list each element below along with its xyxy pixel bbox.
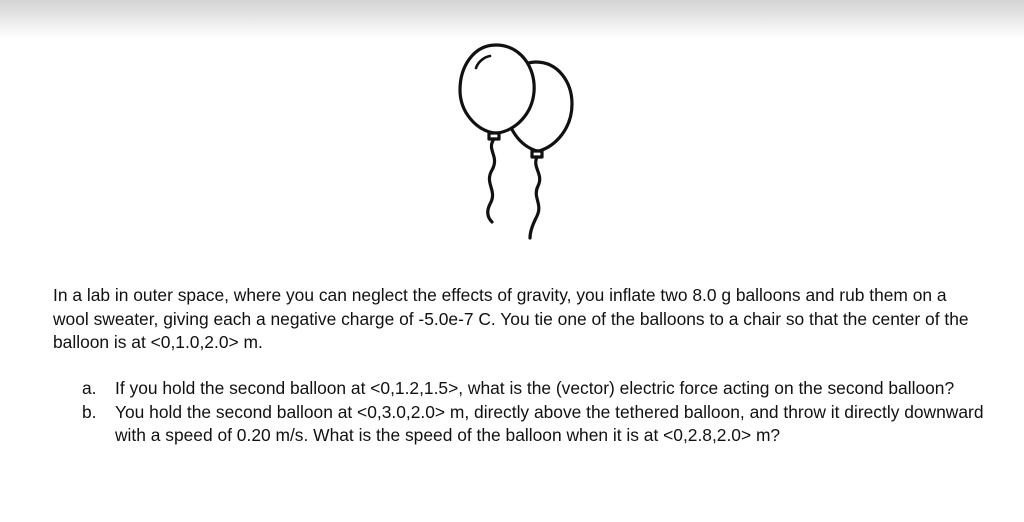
problem-parts-list — [82, 377, 992, 448]
part-text-a: If you hold the second balloon at <0,1.2,1.5>, what is the (vector) electric force acting on the second balloon? — [115, 378, 955, 398]
problem-part-a — [82, 377, 992, 401]
two-balloons-icon — [440, 40, 590, 240]
problem-intro: In a lab in outer space, where you can neglect the effects of gravity, you inflate two 8.0 g balloons and rub them on a wool sweater, giving each a negative charge of -5.0e-7 C. You tie one of the balloons to a chair so that the center of the balloon is at <0,1.0,2.0> m. — [53, 285, 969, 352]
part-marker-b: b. — [82, 401, 97, 422]
problem-part-b — [82, 401, 992, 448]
top-shadow-band — [0, 0, 1024, 38]
part-text-b: You hold the second balloon at <0,3.0,2.0> m, directly above the tethered balloon, and throw it directly downward with a speed of 0.20 m/s. What is the speed of the balloon when it is at <0,2.8,2.0> m? — [115, 401, 984, 445]
part-marker-a: a. — [82, 378, 97, 398]
